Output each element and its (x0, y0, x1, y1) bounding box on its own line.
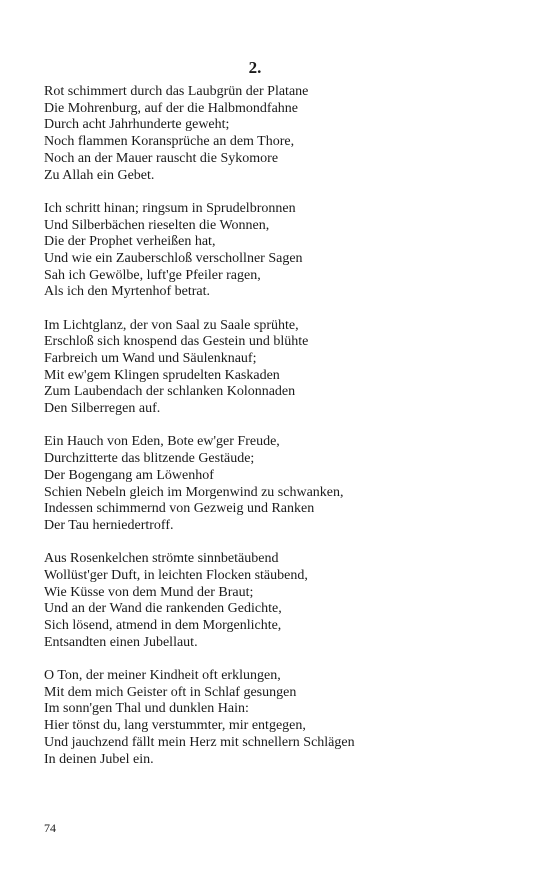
poem-line: Ein Hauch von Eden, Bote ew'ger Freude, (44, 434, 280, 450)
poem-line: Im Lichtglanz, der von Saal zu Saale sprühte, (44, 317, 299, 333)
poem-line: Aus Rosenkelchen strömte sinnbetäubend (44, 551, 279, 567)
stanza (44, 551, 514, 651)
poem-line: Schien Nebeln gleich im Morgenwind zu schwanken, (44, 484, 344, 500)
poem-line: Im sonn'gen Thal und dunklen Hain: (44, 701, 249, 717)
poem-line: Durch acht Jahrhunderte geweht; (44, 117, 230, 133)
poem-line: Als ich den Myrtenhof betrat. (44, 284, 211, 300)
stanza (44, 84, 514, 184)
poem-line: Hier tönst du, lang verstummter, mir entgegen, (44, 718, 306, 734)
poem-line: Erschloß sich knospend das Gestein und blühte (44, 334, 309, 350)
stanza (44, 434, 514, 534)
poem-line: Indessen schimmernd von Gezweig und Ranken (44, 501, 315, 517)
poem-line: Rot schimmert durch das Laubgrün der Platane (44, 84, 309, 99)
page-number: 74 (44, 821, 56, 835)
stanza (44, 201, 514, 301)
poem-body (44, 84, 514, 785)
poem-line: O Ton, der meiner Kindheit oft erklungen, (44, 668, 281, 684)
stanza (44, 668, 514, 768)
poem-number-heading: 2. (248, 58, 262, 77)
poem-line: Wollüst'ger Duft, in leichten Flocken stäubend, (44, 567, 308, 583)
poem-line: Noch flammen Koransprüche an dem Thore, (44, 134, 295, 150)
poem-line: Die der Prophet verheißen hat, (44, 234, 216, 250)
stanza (44, 318, 514, 418)
poem-line: Sich lösend, atmend in dem Morgenlichte, (44, 618, 282, 634)
poem-line: Farbreich um Wand und Säulenknauf; (44, 351, 257, 367)
poem-line: Mit ew'gem Klingen sprudelten Kaskaden (44, 367, 280, 383)
poem-line: Und wie ein Zauberschloß verschollner Sagen (44, 250, 303, 266)
poem-line: Ich schritt hinan; ringsum in Sprudelbronnen (44, 200, 296, 216)
poem-line: Entsandten einen Jubellaut. (44, 634, 198, 650)
poem-line: Und jauchzend fällt mein Herz mit schnellern Schlägen (44, 734, 355, 750)
poem-line: Der Bogengang am Löwenhof (44, 467, 214, 483)
poem-line: Noch an der Mauer rauscht die Sykomore (44, 150, 279, 166)
poem-line: Und Silberbächen rieselten die Wonnen, (44, 217, 270, 233)
poem-line: Der Tau herniedertroff. (44, 517, 174, 533)
poem-line: In deinen Jubel ein. (44, 751, 154, 767)
poem-line: Den Silberregen auf. (44, 401, 161, 417)
poem-line: Sah ich Gewölbe, luft'ge Pfeiler ragen, (44, 267, 261, 283)
poem-line: Mit dem mich Geister oft in Schlaf gesungen (44, 684, 297, 700)
poem-line: Und an der Wand die rankenden Gedichte, (44, 601, 282, 617)
poem-line: Zum Laubendach der schlanken Kolonnaden (44, 384, 296, 400)
poem-line: Durchzitterte das blitzende Gestäude; (44, 451, 255, 467)
poem-line: Die Mohrenburg, auf der die Halbmondfahne (44, 100, 298, 116)
poem-line: Wie Küsse von dem Mund der Braut; (44, 584, 254, 600)
poem-line: Zu Allah ein Gebet. (44, 167, 155, 183)
